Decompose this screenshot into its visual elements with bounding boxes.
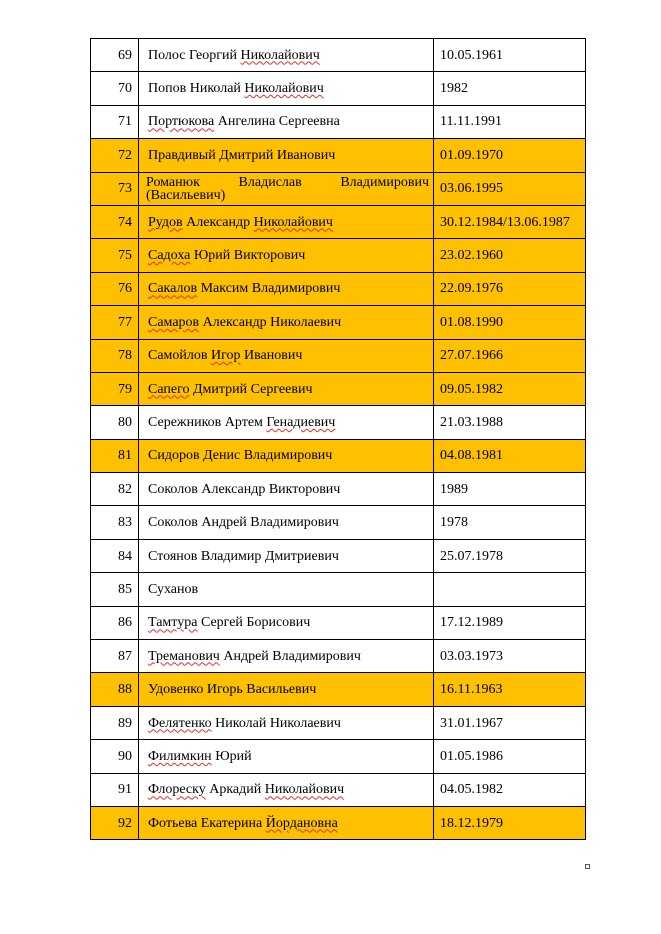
- spellcheck-flagged-word: Сакалов: [148, 281, 198, 297]
- row-number-cell: 92: [91, 806, 139, 839]
- row-number-cell: 87: [91, 640, 139, 673]
- row-number-cell: 89: [91, 706, 139, 739]
- spellcheck-flagged-word: Николайович: [240, 47, 320, 63]
- birth-date-cell: 1989: [434, 473, 586, 506]
- spellcheck-flagged-word: Рудов: [148, 214, 183, 230]
- birth-date-cell: 10.05.1961: [434, 39, 586, 72]
- row-number-cell: 70: [91, 72, 139, 105]
- name-text: Сергей Борисович: [197, 615, 311, 631]
- spellcheck-flagged-word: Треманович: [148, 648, 220, 664]
- full-name-cell: [139, 139, 434, 172]
- name-text: Суханов: [148, 581, 199, 597]
- table-row: [91, 473, 586, 506]
- birth-date-cell: 16.11.1963: [434, 673, 586, 706]
- name-text: Самойлов: [148, 348, 211, 364]
- table-row: [91, 706, 586, 739]
- full-name-cell: [139, 39, 434, 72]
- birth-date-cell: 25.07.1978: [434, 539, 586, 572]
- spellcheck-flagged-word: Генадиевич: [266, 414, 336, 430]
- row-number-cell: 71: [91, 105, 139, 138]
- spellcheck-flagged-word: Николайович: [264, 782, 345, 798]
- table-row: [91, 339, 586, 372]
- table-row: [91, 439, 586, 472]
- spellcheck-flagged-word: Флореску: [148, 782, 206, 798]
- row-number-cell: 69: [91, 39, 139, 72]
- table-row: [91, 139, 586, 172]
- table-row: [91, 39, 586, 72]
- table-row: [91, 172, 586, 205]
- name-text: Дмитрий Сергеевич: [189, 381, 313, 397]
- full-name-cell: [139, 706, 434, 739]
- name-text: Сидоров Денис Владимирович: [148, 448, 333, 464]
- row-number-cell: 90: [91, 740, 139, 773]
- name-text: Фотьева Екатерина: [148, 815, 266, 831]
- birth-date-cell: 17.12.1989: [434, 606, 586, 639]
- birth-date-cell: 27.07.1966: [434, 339, 586, 372]
- spellcheck-flagged-word: Николайович: [253, 214, 333, 230]
- spellcheck-flagged-word: Тамтура: [148, 615, 198, 631]
- birth-date-cell: 03.03.1973: [434, 640, 586, 673]
- row-number-cell: 79: [91, 372, 139, 405]
- birth-date-cell: 01.09.1970: [434, 139, 586, 172]
- name-text: Юрий: [211, 748, 252, 764]
- name-text: Иванович: [240, 348, 303, 364]
- birth-date-cell: 21.03.1988: [434, 406, 586, 439]
- name-text: Удовенко Игорь Васильевич: [148, 682, 317, 698]
- birth-date-cell: 04.08.1981: [434, 439, 586, 472]
- full-name-cell: [139, 573, 434, 606]
- row-number-cell: 76: [91, 272, 139, 305]
- name-text: Правдивый Дмитрий Иванович: [148, 147, 336, 163]
- row-number-cell: 73: [91, 172, 139, 205]
- row-number-cell: 77: [91, 306, 139, 339]
- name-text: Соколов Александр Викторович: [148, 481, 341, 497]
- name-text: Ангелина Сергеевна: [214, 114, 340, 130]
- full-name-cell: [139, 740, 434, 773]
- table-row: [91, 105, 586, 138]
- name-text: Андрей Владимирович: [219, 648, 361, 664]
- table-row: [91, 239, 586, 272]
- name-text: Соколов Андрей Владимирович: [148, 515, 339, 531]
- birth-date-cell: 31.01.1967: [434, 706, 586, 739]
- birth-date-cell: 18.12.1979: [434, 806, 586, 839]
- full-name-cell: [139, 205, 434, 238]
- row-number-cell: 74: [91, 205, 139, 238]
- birth-date-cell: 03.06.1995: [434, 172, 586, 205]
- table-row: [91, 806, 586, 839]
- birth-date-cell: 22.09.1976: [434, 272, 586, 305]
- spellcheck-flagged-word: Сапего: [148, 381, 190, 397]
- full-name-cell: [139, 606, 434, 639]
- table-row: [91, 306, 586, 339]
- table-row: [91, 573, 586, 606]
- row-number-cell: 88: [91, 673, 139, 706]
- spellcheck-flagged-word: Николайович: [244, 81, 324, 97]
- full-name-cell: [139, 539, 434, 572]
- row-number-cell: 72: [91, 139, 139, 172]
- birth-date-cell: 23.02.1960: [434, 239, 586, 272]
- row-number-cell: 80: [91, 406, 139, 439]
- name-text: Николай Николаевич: [211, 715, 341, 731]
- table-row: [91, 506, 586, 539]
- full-name-cell: [139, 306, 434, 339]
- row-number-cell: 84: [91, 539, 139, 572]
- row-number-cell: 75: [91, 239, 139, 272]
- spellcheck-flagged-word: Садоха: [148, 248, 191, 264]
- birth-date-cell: 09.05.1982: [434, 372, 586, 405]
- full-name-cell: [139, 172, 434, 205]
- name-text: Александр: [182, 214, 254, 230]
- full-name-cell: [139, 806, 434, 839]
- name-text: Юрий Викторович: [190, 248, 306, 264]
- full-name-cell: [139, 773, 434, 806]
- full-name-cell: [139, 640, 434, 673]
- row-number-cell: 82: [91, 473, 139, 506]
- name-text: Максим Владимирович: [197, 281, 341, 297]
- name-text: Аркадий: [205, 782, 265, 798]
- row-number-cell: 83: [91, 506, 139, 539]
- row-number-cell: 86: [91, 606, 139, 639]
- full-name-cell: [139, 239, 434, 272]
- table-row: [91, 773, 586, 806]
- table-row: [91, 372, 586, 405]
- birth-date-cell: 04.05.1982: [434, 773, 586, 806]
- table-row: [91, 272, 586, 305]
- birth-date-cell: 1978: [434, 506, 586, 539]
- birth-date-cell: 11.11.1991: [434, 105, 586, 138]
- full-name-cell: [139, 473, 434, 506]
- name-text: Полос Георгий: [148, 47, 241, 63]
- names-table: [90, 38, 586, 840]
- table-row: [91, 673, 586, 706]
- birth-date-cell: 01.05.1986: [434, 740, 586, 773]
- full-name-cell: [139, 439, 434, 472]
- full-name-cell: [139, 506, 434, 539]
- full-name-cell: [139, 72, 434, 105]
- full-name-cell: [139, 406, 434, 439]
- table-row: [91, 72, 586, 105]
- full-name-cell: [139, 673, 434, 706]
- name-text: Сережников Артем: [148, 414, 267, 430]
- name-text: Романюк Владислав Владимирович (Васильевич): [146, 174, 429, 203]
- spellcheck-flagged-word: Самаров: [148, 314, 200, 330]
- spellcheck-flagged-word: Портюкова: [148, 114, 215, 130]
- birth-date-cell: [434, 573, 586, 606]
- table-row: [91, 539, 586, 572]
- table-row: [91, 640, 586, 673]
- table-row: [91, 740, 586, 773]
- table-row: [91, 606, 586, 639]
- table-row: [91, 406, 586, 439]
- birth-date-cell: 1982: [434, 72, 586, 105]
- row-number-cell: 91: [91, 773, 139, 806]
- full-name-cell: [139, 272, 434, 305]
- spellcheck-flagged-word: Игор: [211, 348, 241, 364]
- row-number-cell: 81: [91, 439, 139, 472]
- row-number-cell: 78: [91, 339, 139, 372]
- name-text: Стоянов Владимир Дмитриевич: [148, 548, 339, 564]
- row-number-cell: 85: [91, 573, 139, 606]
- birth-date-cell: 01.08.1990: [434, 306, 586, 339]
- name-text: Попов Николай: [148, 81, 245, 97]
- name-text: Александр Николаевич: [199, 314, 342, 330]
- spellcheck-flagged-word: Йордановна: [265, 815, 338, 831]
- table-body: [91, 39, 586, 840]
- birth-date-cell: 30.12.1984/13.06.1987: [434, 205, 586, 238]
- full-name-cell: [139, 105, 434, 138]
- table-row: [91, 205, 586, 238]
- table-end-handle[interactable]: [585, 864, 590, 869]
- spellcheck-flagged-word: Фелятенко: [148, 715, 212, 731]
- full-name-cell: [139, 372, 434, 405]
- full-name-cell: [139, 339, 434, 372]
- spellcheck-flagged-word: Филимкин: [148, 748, 212, 764]
